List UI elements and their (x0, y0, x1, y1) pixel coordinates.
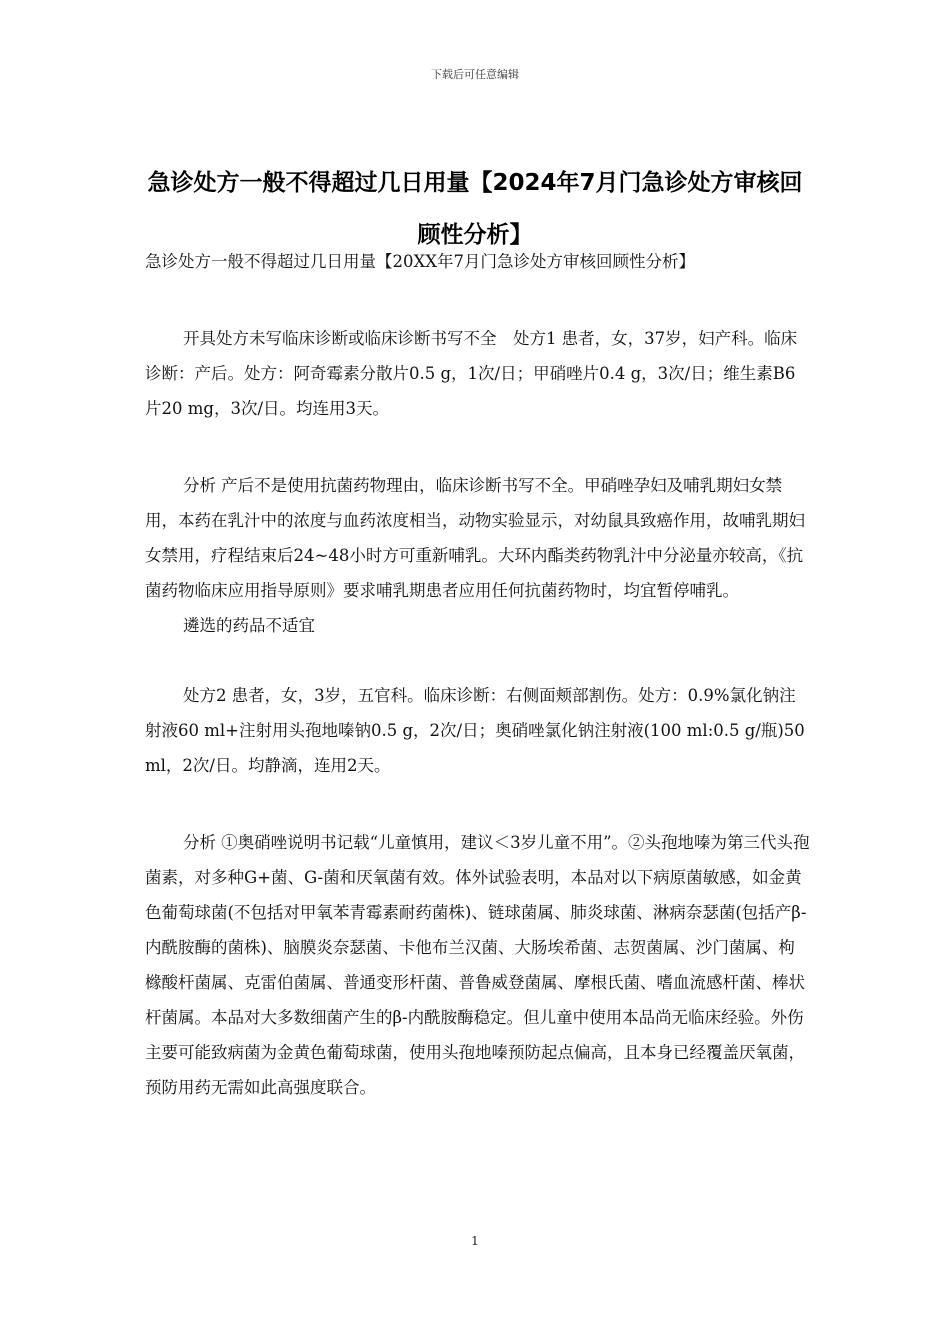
spacer (145, 783, 810, 825)
section-heading: 遴选的药品不适宜 (182, 616, 315, 635)
analysis-2-paragraph: 分析 ①奥硝唑说明书记载“儿童慎用，建议＜3岁儿童不用”。②头孢地嗪为第三代头孢菌素，对多种G+菌、G-菌和厌氧菌有效。体外试验表明，本品对以下病原菌敏感，如金黄色葡萄球菌(不包括对甲氧苯青霉素耐药菌株)、链球菌属、肺炎球菌、淋病奈瑟菌(包括产β-内酰胺酶的菌株)、脑膜炎奈瑟菌、卡他布兰汉菌、大肠埃希菌、志贺菌属、沙门菌属、枸橼酸杆菌属、克雷伯菌属、普通变形杆菌、普鲁威登菌属、摩根氏菌、嗜血流感杆菌、棒状杆菌属。本品对大多数细菌产生的β-内酰胺酶稳定。但儿童中使用本品尚无临床经验。外伤主要可能致病菌为金黄色葡萄球菌，使用头孢地嗪预防起点偏高，且本身已经覆盖厌氧菌，预防用药无需如此高强度联合。 (145, 833, 810, 1097)
spacer (145, 643, 810, 678)
prescription-1-paragraph: 开具处方未写临床诊断或临床诊断书写不全 处方1 患者，女，37岁，妇产科。临床诊断：产后。处方：阿奇霉素分散片0.5 g，1次/日；甲硝唑片0.4 g，3次/日；维生素B6片20 mg，3次/日。均连用3天。 (145, 329, 798, 418)
analysis-1-paragraph: 分析 产后不是使用抗菌药物理由，临床诊断书写不全。甲硝唑孕妇及哺乳期妇女禁用，本药在乳汁中的浓度与血药浓度相当，动物实验显示，对幼鼠具致癌作用，故哺乳期妇女禁用，疗程结束后24~48小时方可重新哺乳。大环内酯类药物乳汁中分泌量亦较高，《抗菌药物临床应用指导原则》要求哺乳期患者应用任何抗菌药物时，均宜暂停哺乳。 (145, 476, 805, 600)
page-number: 1 (471, 1234, 479, 1248)
prescription-2-paragraph: 处方2 患者，女，3岁，五官科。临床诊断：右侧面颊部割伤。处方：0.9%氯化钠注射液60 ml+注射用头孢地嗪钠0.5 g，2次/日；奥硝唑氯化钠注射液(100 ml:0.5 g/瓶)50 ml，2次/日。均静滴，连用2天。 (145, 686, 805, 775)
document-subtitle: 急诊处方一般不得超过几日用量【20XX年7月门急诊处方审核回顾性分析】 (145, 252, 695, 271)
spacer (145, 279, 810, 321)
header-note: 下载后可任意编辑 (431, 68, 519, 81)
document-body (145, 244, 810, 1105)
document-title: 急诊处方一般不得超过几日用量【2024年7月门急诊处方审核回顾性分析】 (147, 170, 803, 249)
spacer (145, 426, 810, 468)
